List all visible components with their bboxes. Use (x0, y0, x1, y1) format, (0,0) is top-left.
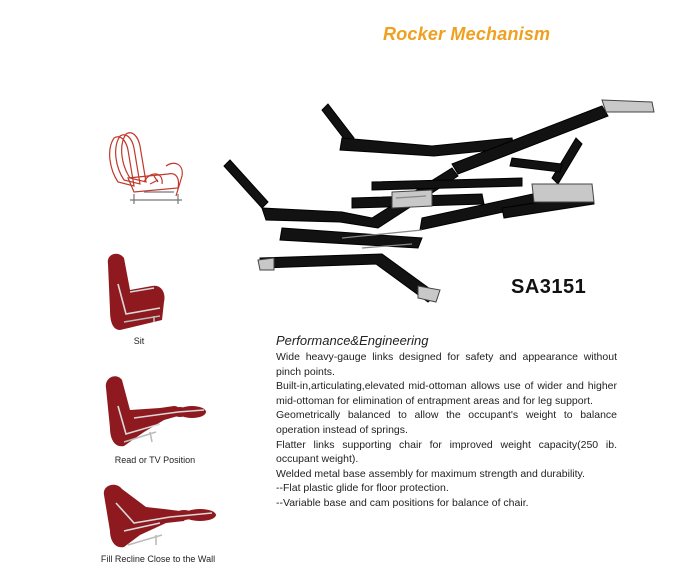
performance-line: --Flat plastic glide for floor protection. (276, 482, 449, 495)
performance-heading: Performance&Engineering (276, 333, 429, 348)
performance-line: Flatter links supporting chair for improved weight capacity(250 ib. occupant weight). (276, 438, 617, 466)
performance-line: --Variable base and cam positions for balance of chair. (276, 496, 529, 509)
page-title: Rocker Mechanism (383, 24, 551, 44)
read-tv-chair-icon (104, 372, 216, 455)
performance-line: Geometrically balanced to allow the occupant's weight to balance operation instead of springs. (276, 409, 617, 436)
performance-line: Built-in,articulating,elevated mid-ottoman allows use of wider and higher mid-ottoman for elimination of entrapment areas and for leg support. (276, 380, 617, 407)
performance-line: Wide heavy-gauge links designed for safety and appearance without pinch points. (276, 351, 617, 378)
sit-chair-icon (104, 250, 168, 337)
full-recline-chair-icon (100, 483, 224, 560)
model-number: SA3151 (511, 276, 587, 298)
performance-line: Welded metal base assembly for maximum strength and durability. (276, 467, 585, 480)
sit-caption: Sit (133, 336, 145, 346)
full-recline-caption: Fill Recline Close to the Wall (100, 554, 216, 564)
performance-list (276, 350, 617, 511)
rocker-motion-diagram (104, 130, 190, 217)
read-tv-caption: Read or TV Position (114, 455, 196, 465)
rocker-mechanism-image (222, 98, 662, 313)
